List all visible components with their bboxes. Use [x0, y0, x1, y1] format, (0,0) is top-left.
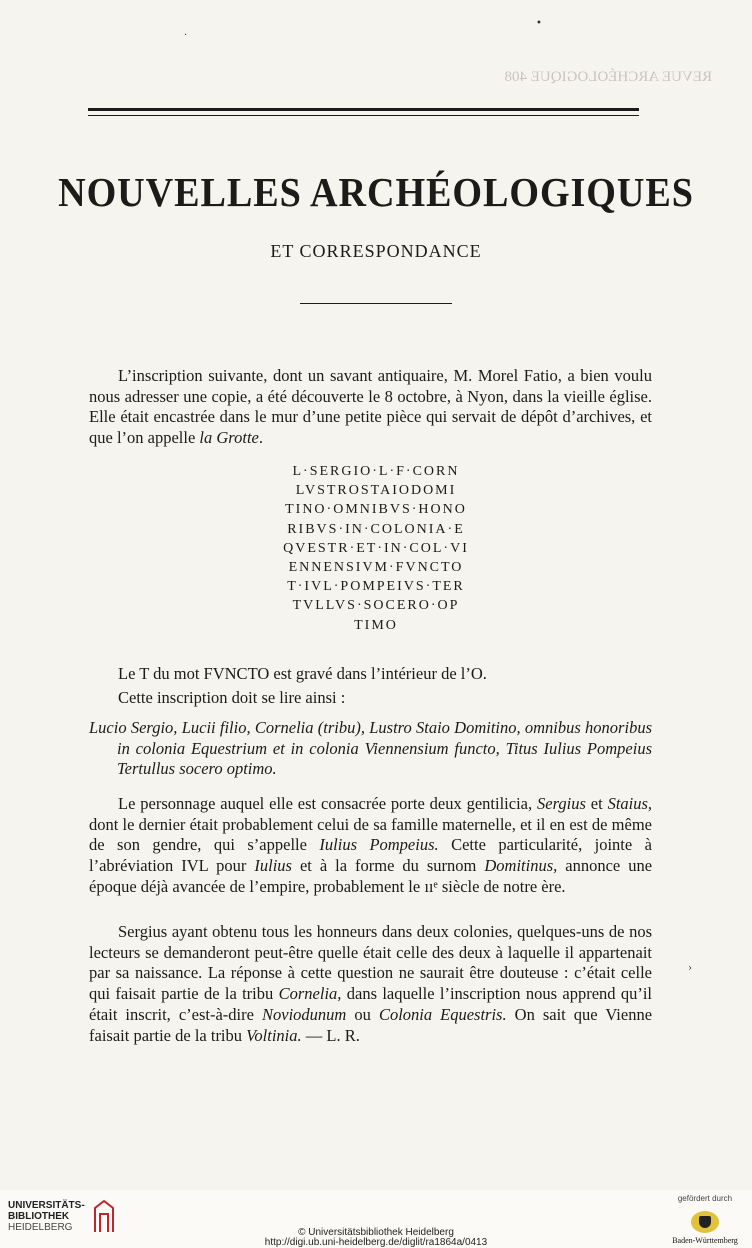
text-run: Le personnage auquel elle est consacrée porte deux gentilicia, — [118, 794, 533, 813]
italic-run: Staius, — [607, 794, 653, 813]
inscription-line: TINO·OMNIBVS·HONO — [285, 502, 467, 518]
state-seal-icon — [691, 1211, 719, 1233]
inscription-line: L·SERGIO·L·F·CORN — [292, 464, 460, 479]
inscription-line: TIMO — [354, 617, 398, 633]
paragraph-tribe — [89, 922, 652, 1046]
header-rule-thick — [88, 108, 639, 111]
text-run: Cette particularité, jointe à l’abréviation IVL pour — [89, 835, 652, 876]
latin-reading-text: Lucio Sergio, Lucii filio, Cornelia (tribu), Lustro Staio Domitino, omnibus honoribus in colonia Equestrium et in colonia Viennensium functo, Titus Iulius Pompeius Tertullus socero optimo. — [89, 718, 652, 779]
century-numeral: ııᵉ — [424, 876, 438, 896]
inscription-line: LVSTROSTAIODOMI — [295, 483, 457, 499]
inscription-line: ENNENSIVM·FVNCTO — [288, 560, 464, 576]
inscription-line: RIBVS·IN·COLONIA·E — [287, 521, 465, 537]
text-run: annonce une époque déjà avancée de l’empire, probablement le — [89, 856, 653, 896]
funded-by-label: gefördert durch — [677, 1194, 733, 1203]
text-run: ou — [354, 1004, 371, 1024]
source-url-link[interactable]: http://digi.ub.uni-heidelberg.de/diglit/ra1864a/0413 — [264, 1237, 488, 1248]
header-rule-thin — [88, 115, 639, 116]
scan-speck: • — [536, 18, 542, 29]
text-run: et à la forme du surnom — [299, 856, 477, 876]
scan-speck: › — [688, 963, 692, 974]
text-run: et — [590, 794, 603, 813]
text-run: dont le dernier était probablement celui de sa famille maternelle, et il en est de même de son gendre, qui s’appelle — [89, 814, 652, 855]
intro-text: L’inscription suivante, dont un savant antiquaire, M. Morel Fatio, a bien voulu nous adresser une copie, a été découverte le 8 octobre, à Nyon, dans la vieille église. Elle était encastrée dans le mur d’une petite pièce qui servait de dépôt d’archives, et que l’on appelle — [89, 366, 652, 448]
italic-run: Iulius Pompeius. — [319, 835, 439, 855]
funder-logo[interactable] — [670, 1194, 740, 1245]
note-text: Le T du mot FVNCTO est gravé dans l’intérieur de l’O. — [118, 664, 487, 683]
latin-reading — [89, 718, 652, 780]
page-title: NOUVELLES ARCHÉOLOGIQUES — [58, 169, 694, 215]
italic-run: Noviodunum — [262, 1004, 347, 1024]
intro-italic: la Grotte — [199, 428, 259, 448]
text-run: On sait que Vienne faisait partie de la tribu — [89, 1004, 653, 1045]
italic-run: Iulius — [254, 856, 292, 876]
inscription-line: TVLLVS·SOCERO·OP — [292, 598, 460, 614]
inscription-note — [89, 664, 652, 685]
reading-intro — [89, 688, 652, 709]
copyright-text: © Universitätsbibliothek Heidelberg — [298, 1227, 454, 1238]
library-name-line: BIBLIOTHEK — [8, 1210, 70, 1222]
italic-run: Voltinia. — [246, 1025, 302, 1045]
text-run: siècle de notre ère. — [441, 876, 566, 896]
intro-paragraph: L’inscription suivante, dont un savant antiquaire, M. Morel Fatio, a bien voulu nous adresser une copie, a été découverte le 8 octobre, à Nyon, dans la vieille église. Elle était encastrée dans le mur d’une petite pièce qui servait de dépôt d’archives, et que l’on appelle la Grotte. — [89, 366, 652, 448]
section-divider — [300, 303, 452, 304]
library-name-line: HEIDELBERG — [8, 1221, 73, 1233]
italic-run: Sergius — [537, 794, 586, 813]
reading-intro-text: Cette inscription doit se lire ainsi : — [118, 688, 346, 707]
italic-run: Cornelia, — [278, 984, 342, 1004]
footer-credits — [0, 1228, 752, 1248]
latin-inscription — [200, 462, 552, 635]
inscription-line: T·IVL·POMPEIVS·TER — [287, 579, 465, 595]
page-subtitle: ET CORRESPONDANCE — [270, 241, 482, 261]
text-run: dans laquelle l’inscription nous apprend qu’il était inscrit, c’est-à-dire — [89, 984, 653, 1024]
bleed-through-text: REVUE ARCHÉOLOGIQUE 408 — [504, 69, 712, 85]
text-run: Sergius ayant obtenu tous les honneurs dans deux colonies, quelques-uns de nos lecteurs se demanderont peut-être quelle était celle des deux à laquelle il appartenait par sa naissance. La réponse à cette question ne saurait être douteuse : c’était celle qui faisait partie de la tribu — [89, 922, 652, 1004]
scan-speck: · — [184, 30, 188, 41]
signature: — L. R. — [305, 1025, 360, 1045]
library-name-line: UNIVERSITÄTS- — [8, 1199, 85, 1211]
italic-run: Colonia Equestris. — [378, 1004, 507, 1024]
funder-name: Baden-Württemberg — [672, 1236, 738, 1245]
inscription-line: QVESTR·ET·IN·COL·VI — [283, 540, 469, 556]
paragraph-gentilicia — [89, 794, 652, 898]
italic-run: Domitinus, — [484, 856, 558, 876]
